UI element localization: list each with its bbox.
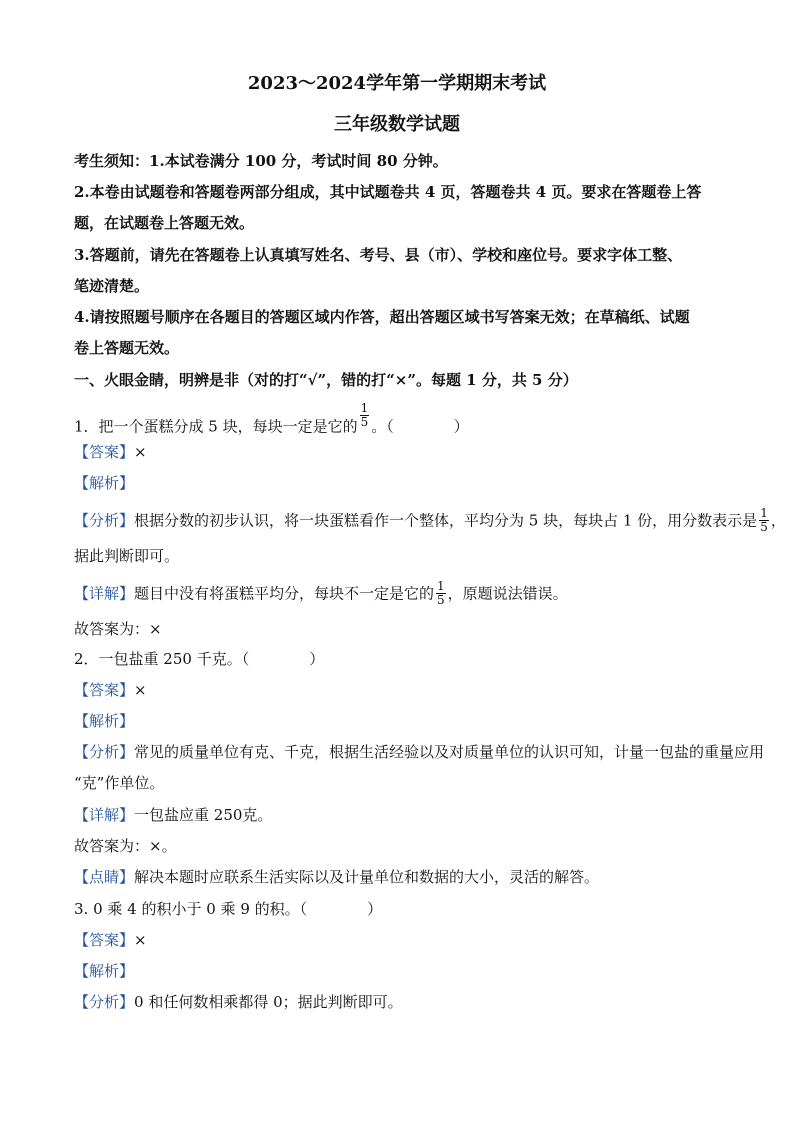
fenxi-tag: 【分析】 <box>74 743 135 761</box>
notice-item-3-line-1: 3.答题前，请先在答题卷上认真填写姓名、考号、县（市）、学校和座位号。要求字体工整、 <box>74 246 683 264</box>
answer-tag: 【答案】 <box>74 931 135 949</box>
question-2-final: 故答案为：×。 <box>74 837 177 855</box>
question-2-fenxi-line-2: “克”作单位。 <box>74 774 165 792</box>
notice-item-2-line-2: 题，在试题卷上答题无效。 <box>74 214 255 232</box>
question-1-jiexi <box>74 472 724 494</box>
answer-tag: 【答案】 <box>74 443 135 461</box>
fraction-one-fifth: $\frac{1}{5}$ <box>760 506 768 534</box>
fraction-one-fifth: $\frac{1}{5}$ <box>437 579 445 607</box>
question-2-answer: 【答案】× <box>74 681 147 699</box>
question-2-fenxi-line-1: 【分析】常见的质量单位有克、千克，根据生活经验以及对质量单位的认识可知，计量一包盐的重量应用 <box>74 743 765 761</box>
question-1-answer: 【答案】× <box>74 443 147 461</box>
xiangjie-tag: 【详解】 <box>74 806 135 824</box>
fenxi-tag: 【分析】 <box>74 993 135 1011</box>
page-title: 2023～2024学年第一学期期末考试 <box>247 73 547 94</box>
notice-label: 考生须知： <box>74 152 150 170</box>
notice-item-2-line-1: 2.本卷由试题卷和答题卷两部分组成，其中试题卷共 4 页，答题卷共 4 页。要求在答题卷上答 <box>74 183 702 201</box>
notice-item-4-line-1: 4.请按照题号顺序在各题目的答题区域内作答，超出答题区域书写答案无效；在草稿纸、试题 <box>74 308 690 326</box>
question-1-stem: 1．把一个蛋糕分成 5 块，每块一定是它的 $\frac{1}{5}$ 。（ ） <box>74 401 469 436</box>
question-3-fenxi: 【分析】0 和任何数相乘都得 0；据此判断即可。 <box>74 993 403 1011</box>
question-2-jiexi <box>74 710 724 732</box>
xiangjie-tag: 【详解】 <box>74 584 135 603</box>
jiexi-tag: 【解析】 <box>74 962 135 980</box>
page-subtitle: 三年级数学试题 <box>334 114 460 135</box>
question-2-xiangjie: 【详解】一包盐应重 250克。 <box>74 806 273 824</box>
question-3-stem: 3. 0 乘 4 的积小于 0 乘 9 的积。（ ） <box>74 900 383 918</box>
question-1-fenxi-line-1: 【分析】根据分数的初步认识，将一块蛋糕看作一个整体，平均分为 5 块，每块占 1 份，用分数表示是 $\frac{1}{5}$ ， <box>74 506 786 534</box>
question-1-fenxi-line-2: 据此判断即可。 <box>74 547 180 565</box>
dianjing-tag: 【点睛】 <box>74 868 135 886</box>
notice-item-4-line-2: 卷上答题无效。 <box>74 339 180 357</box>
question-1-final: 故答案为：× <box>74 620 162 638</box>
fenxi-tag: 【分析】 <box>74 511 135 530</box>
notice-item-1: 考生须知：1.本试卷满分 100 分，考试时间 80 分钟。 <box>74 152 448 170</box>
fraction-one-fifth: $\frac{1}{5}$ <box>360 401 369 429</box>
section-1-heading: 一、火眼金睛，明辨是非（对的打“√”，错的打“×”。每题 1 分，共 5 分） <box>74 371 578 389</box>
question-2-stem: 2．一包盐重 250 千克。（ ） <box>74 650 325 668</box>
question-1-xiangjie: 【详解】题目中没有将蛋糕平均分，每块不一定是它的 $\frac{1}{5}$ ，原题说法错误。 <box>74 579 568 607</box>
question-2-dianjing: 【点睛】解决本题时应联系生活实际以及计量单位和数据的大小，灵活的解答。 <box>74 868 600 886</box>
jiexi-tag: 【解析】 <box>74 712 135 730</box>
answer-tag: 【答案】 <box>74 681 135 699</box>
question-3-answer: 【答案】× <box>74 931 147 949</box>
jiexi-tag: 【解析】 <box>74 474 135 492</box>
notice-item-3-line-2: 笔迹清楚。 <box>74 277 150 295</box>
question-3-jiexi <box>74 960 724 982</box>
